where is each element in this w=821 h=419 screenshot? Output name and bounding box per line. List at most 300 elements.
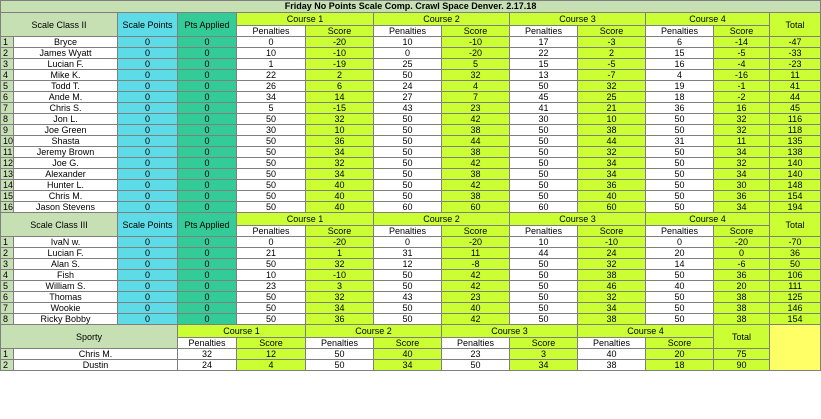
penalties-cell: 50 bbox=[237, 147, 306, 158]
score-cell: 38 bbox=[442, 125, 510, 136]
score-cell: 6 bbox=[306, 81, 374, 92]
score-cell: 2 bbox=[578, 48, 646, 59]
penalties-cell: 50 bbox=[374, 169, 442, 180]
score-cell: 36 bbox=[714, 191, 770, 202]
table-row bbox=[1, 180, 821, 191]
penalties-cell: 50 bbox=[374, 303, 442, 314]
penalties-cell: 30 bbox=[237, 125, 306, 136]
score-cell: 38 bbox=[442, 147, 510, 158]
rank-cell: 9 bbox=[1, 125, 14, 136]
penalties-cell: 50 bbox=[646, 114, 714, 125]
penalties-cell: 50 bbox=[646, 292, 714, 303]
scale-points-cell: 0 bbox=[118, 136, 178, 147]
pts-applied-cell: 0 bbox=[178, 281, 237, 292]
rank-cell: 10 bbox=[1, 136, 14, 147]
class-header-row bbox=[1, 213, 821, 226]
total-cell: 125 bbox=[770, 292, 821, 303]
score-cell: 32 bbox=[578, 292, 646, 303]
penalties-cell: 50 bbox=[510, 158, 578, 169]
score-cell: 36 bbox=[714, 270, 770, 281]
scale-points-cell: 0 bbox=[118, 158, 178, 169]
scale-points-cell: 0 bbox=[118, 270, 178, 281]
scale-points-cell: 0 bbox=[118, 314, 178, 325]
rank-cell: 1 bbox=[1, 37, 14, 48]
penalties-cell: 50 bbox=[237, 136, 306, 147]
pts-applied-cell: 0 bbox=[178, 169, 237, 180]
rank-cell: 14 bbox=[1, 180, 14, 191]
penalties-cell: 50 bbox=[237, 180, 306, 191]
score-cell: 14 bbox=[306, 92, 374, 103]
penalties-cell: 50 bbox=[374, 158, 442, 169]
penalties-cell: 12 bbox=[374, 259, 442, 270]
score-cell: 32 bbox=[306, 292, 374, 303]
penalties-header: Penalties bbox=[306, 338, 374, 349]
course-header: Course 4 bbox=[646, 213, 770, 226]
total-cell: 146 bbox=[770, 303, 821, 314]
penalties-cell: 50 bbox=[374, 136, 442, 147]
table-row bbox=[1, 59, 821, 70]
driver-name: James Wyatt bbox=[14, 48, 118, 59]
penalties-cell: 4 bbox=[646, 70, 714, 81]
penalties-cell: 22 bbox=[237, 70, 306, 81]
table-row bbox=[1, 259, 821, 270]
penalties-cell: 15 bbox=[510, 59, 578, 70]
score-cell: 44 bbox=[442, 136, 510, 147]
course-header: Course 1 bbox=[237, 213, 374, 226]
rank-cell: 5 bbox=[1, 81, 14, 92]
course-header: Course 1 bbox=[178, 325, 306, 338]
penalties-cell: 40 bbox=[578, 349, 646, 360]
score-cell: -15 bbox=[306, 103, 374, 114]
total-cell: 148 bbox=[770, 180, 821, 191]
penalties-cell: 50 bbox=[374, 314, 442, 325]
score-cell: 34 bbox=[714, 202, 770, 213]
table-row bbox=[1, 48, 821, 59]
score-cell: 25 bbox=[578, 92, 646, 103]
penalties-cell: 50 bbox=[646, 202, 714, 213]
score-cell: -3 bbox=[578, 37, 646, 48]
score-header: Score bbox=[578, 26, 646, 37]
rank-cell: 4 bbox=[1, 270, 14, 281]
scale-points-cell: 0 bbox=[118, 237, 178, 248]
rank-cell: 11 bbox=[1, 147, 14, 158]
penalties-cell: 31 bbox=[374, 248, 442, 259]
score-cell: 42 bbox=[442, 314, 510, 325]
sporty-header-row bbox=[1, 325, 821, 338]
driver-name: Chris M. bbox=[14, 191, 118, 202]
total-cell: 135 bbox=[770, 136, 821, 147]
penalties-cell: 10 bbox=[237, 48, 306, 59]
scale-points-cell: 0 bbox=[118, 292, 178, 303]
penalties-cell: 38 bbox=[578, 360, 646, 371]
score-cell: -20 bbox=[306, 37, 374, 48]
driver-name: Jason Stevens bbox=[14, 202, 118, 213]
penalties-cell: 50 bbox=[237, 114, 306, 125]
table-row bbox=[1, 270, 821, 281]
rank-cell: 8 bbox=[1, 114, 14, 125]
score-cell: -5 bbox=[578, 59, 646, 70]
score-cell: 10 bbox=[578, 114, 646, 125]
total-cell: 11 bbox=[770, 70, 821, 81]
score-header: Score bbox=[237, 338, 306, 349]
penalties-cell: 50 bbox=[646, 125, 714, 136]
penalties-cell: 18 bbox=[646, 92, 714, 103]
score-cell: 32 bbox=[578, 147, 646, 158]
score-cell: 32 bbox=[578, 81, 646, 92]
total-cell: 41 bbox=[770, 81, 821, 92]
penalties-cell: 50 bbox=[237, 259, 306, 270]
scale-points-cell: 0 bbox=[118, 81, 178, 92]
penalties-cell: 50 bbox=[374, 270, 442, 281]
driver-name: Todd T. bbox=[14, 81, 118, 92]
driver-name: Joe G. bbox=[14, 158, 118, 169]
table-row bbox=[1, 81, 821, 92]
driver-name: Ricky Bobby bbox=[14, 314, 118, 325]
class-name: Scale Class III bbox=[1, 213, 118, 237]
score-cell: 7 bbox=[442, 92, 510, 103]
table-row bbox=[1, 191, 821, 202]
score-cell: -16 bbox=[714, 70, 770, 81]
score-cell: 38 bbox=[578, 314, 646, 325]
penalties-cell: 0 bbox=[237, 237, 306, 248]
table-row bbox=[1, 314, 821, 325]
score-cell: 18 bbox=[646, 360, 714, 371]
penalties-cell: 10 bbox=[237, 270, 306, 281]
class-name: Scale Class II bbox=[1, 13, 118, 37]
score-cell: 20 bbox=[714, 281, 770, 292]
table-row bbox=[1, 169, 821, 180]
penalties-cell: 41 bbox=[510, 103, 578, 114]
score-cell: 42 bbox=[442, 114, 510, 125]
penalties-cell: 60 bbox=[374, 202, 442, 213]
score-cell: 38 bbox=[714, 314, 770, 325]
score-cell: -20 bbox=[714, 237, 770, 248]
penalties-cell: 50 bbox=[510, 270, 578, 281]
penalties-cell: 32 bbox=[178, 349, 237, 360]
score-cell: 40 bbox=[306, 191, 374, 202]
penalties-cell: 15 bbox=[646, 48, 714, 59]
penalties-cell: 30 bbox=[510, 114, 578, 125]
penalties-cell: 45 bbox=[510, 92, 578, 103]
score-cell: 34 bbox=[578, 303, 646, 314]
penalties-cell: 50 bbox=[510, 259, 578, 270]
score-header: Score bbox=[714, 26, 770, 37]
score-cell: 32 bbox=[306, 158, 374, 169]
penalties-cell: 50 bbox=[646, 303, 714, 314]
penalties-cell: 10 bbox=[510, 237, 578, 248]
score-cell: 40 bbox=[374, 349, 442, 360]
driver-name: Shasta bbox=[14, 136, 118, 147]
score-cell: -20 bbox=[306, 237, 374, 248]
penalties-cell: 43 bbox=[374, 103, 442, 114]
table-row bbox=[1, 303, 821, 314]
penalties-cell: 50 bbox=[237, 303, 306, 314]
score-cell: 36 bbox=[306, 314, 374, 325]
scale-points-cell: 0 bbox=[118, 70, 178, 81]
score-cell: -10 bbox=[442, 37, 510, 48]
driver-name: Chris S. bbox=[14, 103, 118, 114]
score-cell: 42 bbox=[442, 281, 510, 292]
score-cell: 34 bbox=[306, 169, 374, 180]
score-cell: 46 bbox=[578, 281, 646, 292]
penalties-cell: 14 bbox=[646, 259, 714, 270]
table-row bbox=[1, 349, 821, 360]
pts-applied-cell: 0 bbox=[178, 70, 237, 81]
table-row bbox=[1, 147, 821, 158]
rank-cell: 2 bbox=[1, 360, 14, 371]
total-cell: -70 bbox=[770, 237, 821, 248]
penalties-header: Penalties bbox=[374, 26, 442, 37]
score-cell: -5 bbox=[714, 48, 770, 59]
score-cell: 38 bbox=[714, 303, 770, 314]
pts-applied-cell: 0 bbox=[178, 103, 237, 114]
total-cell: 44 bbox=[770, 92, 821, 103]
score-header: Score bbox=[306, 26, 374, 37]
rank-cell: 7 bbox=[1, 303, 14, 314]
penalties-cell: 50 bbox=[442, 360, 510, 371]
penalties-cell: 25 bbox=[374, 59, 442, 70]
pts-applied-cell: 0 bbox=[178, 92, 237, 103]
driver-name: William S. bbox=[14, 281, 118, 292]
penalties-header: Penalties bbox=[646, 26, 714, 37]
rank-cell: 16 bbox=[1, 202, 14, 213]
score-cell: 5 bbox=[442, 59, 510, 70]
score-header: Score bbox=[442, 26, 510, 37]
penalties-cell: 0 bbox=[646, 237, 714, 248]
driver-name: Alan S. bbox=[14, 259, 118, 270]
penalties-cell: 20 bbox=[646, 248, 714, 259]
table-row bbox=[1, 158, 821, 169]
penalties-cell: 50 bbox=[510, 292, 578, 303]
penalties-cell: 44 bbox=[510, 248, 578, 259]
course-header: Course 2 bbox=[306, 325, 442, 338]
table-row bbox=[1, 92, 821, 103]
course-header: Course 2 bbox=[374, 213, 510, 226]
score-cell: 38 bbox=[442, 191, 510, 202]
penalties-cell: 50 bbox=[374, 191, 442, 202]
score-cell: 4 bbox=[442, 81, 510, 92]
scale-points-cell: 0 bbox=[118, 248, 178, 259]
score-cell: 42 bbox=[442, 180, 510, 191]
sheet-title: Friday No Points Scale Comp. Crawl Space Denver. 2.17.18 bbox=[1, 1, 821, 13]
scale-points-header: Scale Points bbox=[118, 213, 178, 237]
score-cell: 38 bbox=[578, 125, 646, 136]
penalties-cell: 50 bbox=[646, 169, 714, 180]
course-header: Course 4 bbox=[578, 325, 714, 338]
pts-applied-cell: 0 bbox=[178, 202, 237, 213]
penalties-header: Penalties bbox=[237, 26, 306, 37]
total-cell: -33 bbox=[770, 48, 821, 59]
score-cell: 4 bbox=[237, 360, 306, 371]
score-cell: -8 bbox=[442, 259, 510, 270]
score-header: Score bbox=[510, 338, 578, 349]
scale-points-cell: 0 bbox=[118, 37, 178, 48]
total-cell: -47 bbox=[770, 37, 821, 48]
penalties-cell: 50 bbox=[646, 314, 714, 325]
scale-points-cell: 0 bbox=[118, 48, 178, 59]
score-header: Score bbox=[442, 226, 510, 237]
total-cell: 111 bbox=[770, 281, 821, 292]
score-header: Score bbox=[306, 226, 374, 237]
total-cell: 116 bbox=[770, 114, 821, 125]
pts-applied-header: Pts Applied bbox=[178, 213, 237, 237]
pts-applied-cell: 0 bbox=[178, 314, 237, 325]
scale-points-cell: 0 bbox=[118, 92, 178, 103]
score-cell: -4 bbox=[714, 59, 770, 70]
penalties-cell: 13 bbox=[510, 70, 578, 81]
driver-name: Thomas bbox=[14, 292, 118, 303]
pts-applied-cell: 0 bbox=[178, 136, 237, 147]
driver-name: IvaN w. bbox=[14, 237, 118, 248]
class-header-row bbox=[1, 13, 821, 26]
rank-cell: 8 bbox=[1, 314, 14, 325]
penalties-header: Penalties bbox=[374, 226, 442, 237]
penalties-cell: 10 bbox=[374, 37, 442, 48]
score-cell: 32 bbox=[714, 125, 770, 136]
rank-cell: 2 bbox=[1, 248, 14, 259]
penalties-cell: 50 bbox=[510, 191, 578, 202]
penalties-cell: 50 bbox=[374, 70, 442, 81]
penalties-cell: 40 bbox=[646, 281, 714, 292]
penalties-cell: 43 bbox=[374, 292, 442, 303]
penalties-cell: 1 bbox=[237, 59, 306, 70]
driver-name: Chris M. bbox=[14, 349, 178, 360]
pts-applied-cell: 0 bbox=[178, 180, 237, 191]
pts-applied-cell: 0 bbox=[178, 81, 237, 92]
penalties-cell: 0 bbox=[237, 37, 306, 48]
total-cell: 194 bbox=[770, 202, 821, 213]
pts-applied-cell: 0 bbox=[178, 303, 237, 314]
driver-name: Bryce bbox=[14, 37, 118, 48]
table-row bbox=[1, 37, 821, 48]
pts-applied-cell: 0 bbox=[178, 248, 237, 259]
driver-name: Alexander bbox=[14, 169, 118, 180]
penalties-cell: 50 bbox=[374, 180, 442, 191]
total-cell: 140 bbox=[770, 158, 821, 169]
total-cell: 138 bbox=[770, 147, 821, 158]
penalties-cell: 6 bbox=[646, 37, 714, 48]
score-cell: -10 bbox=[306, 270, 374, 281]
score-cell: 16 bbox=[714, 103, 770, 114]
scale-points-header: Scale Points bbox=[118, 13, 178, 37]
pts-applied-cell: 0 bbox=[178, 237, 237, 248]
score-cell: 42 bbox=[442, 270, 510, 281]
penalties-header: Penalties bbox=[237, 226, 306, 237]
rank-cell: 5 bbox=[1, 281, 14, 292]
scale-points-cell: 0 bbox=[118, 103, 178, 114]
penalties-cell: 50 bbox=[510, 136, 578, 147]
penalties-header: Penalties bbox=[510, 226, 578, 237]
score-header: Score bbox=[714, 226, 770, 237]
score-cell: 2 bbox=[306, 70, 374, 81]
rank-cell: 6 bbox=[1, 92, 14, 103]
score-cell: 44 bbox=[578, 136, 646, 147]
score-cell: -19 bbox=[306, 59, 374, 70]
pts-applied-cell: 0 bbox=[178, 270, 237, 281]
driver-name: Fish bbox=[14, 270, 118, 281]
score-cell: 32 bbox=[714, 114, 770, 125]
score-cell: 38 bbox=[714, 292, 770, 303]
total-cell: 154 bbox=[770, 191, 821, 202]
penalties-cell: 50 bbox=[646, 191, 714, 202]
pts-applied-cell: 0 bbox=[178, 147, 237, 158]
scale-points-cell: 0 bbox=[118, 169, 178, 180]
penalties-cell: 50 bbox=[306, 360, 374, 371]
score-cell: 40 bbox=[442, 303, 510, 314]
pts-applied-cell: 0 bbox=[178, 158, 237, 169]
scale-points-cell: 0 bbox=[118, 147, 178, 158]
score-cell: -1 bbox=[714, 81, 770, 92]
penalties-cell: 24 bbox=[374, 81, 442, 92]
penalties-cell: 50 bbox=[510, 303, 578, 314]
total-cell: 75 bbox=[714, 349, 770, 360]
penalties-cell: 50 bbox=[510, 81, 578, 92]
score-cell: 38 bbox=[442, 169, 510, 180]
rank-cell: 13 bbox=[1, 169, 14, 180]
pts-applied-header: Pts Applied bbox=[178, 13, 237, 37]
score-header: Score bbox=[578, 226, 646, 237]
penalties-cell: 34 bbox=[237, 92, 306, 103]
driver-name: Jeremy Brown bbox=[14, 147, 118, 158]
penalties-cell: 17 bbox=[510, 37, 578, 48]
penalties-cell: 26 bbox=[237, 81, 306, 92]
blank-cell bbox=[770, 325, 821, 371]
score-cell: 36 bbox=[578, 180, 646, 191]
score-header: Score bbox=[646, 338, 714, 349]
course-header: Course 3 bbox=[442, 325, 578, 338]
penalties-header: Penalties bbox=[578, 338, 646, 349]
score-cell: 32 bbox=[306, 259, 374, 270]
scale-points-cell: 0 bbox=[118, 259, 178, 270]
rank-cell: 7 bbox=[1, 103, 14, 114]
table-row bbox=[1, 114, 821, 125]
total-header: Total bbox=[770, 213, 821, 237]
rank-cell: 6 bbox=[1, 292, 14, 303]
scale-points-cell: 0 bbox=[118, 303, 178, 314]
score-cell: 30 bbox=[714, 180, 770, 191]
table-row bbox=[1, 202, 821, 213]
table-row bbox=[1, 237, 821, 248]
score-cell: -20 bbox=[442, 48, 510, 59]
penalties-cell: 23 bbox=[237, 281, 306, 292]
total-cell: 118 bbox=[770, 125, 821, 136]
score-cell: 0 bbox=[714, 248, 770, 259]
table-row bbox=[1, 248, 821, 259]
penalties-header: Penalties bbox=[510, 26, 578, 37]
rank-cell: 4 bbox=[1, 70, 14, 81]
score-cell: 60 bbox=[442, 202, 510, 213]
score-cell: 34 bbox=[578, 169, 646, 180]
pts-applied-cell: 0 bbox=[178, 292, 237, 303]
driver-name: Lucian F. bbox=[14, 59, 118, 70]
driver-name: Dustin bbox=[14, 360, 178, 371]
driver-name: Lucian F. bbox=[14, 248, 118, 259]
penalties-cell: 50 bbox=[646, 158, 714, 169]
pts-applied-cell: 0 bbox=[178, 59, 237, 70]
score-cell: 23 bbox=[442, 103, 510, 114]
penalties-cell: 27 bbox=[374, 92, 442, 103]
total-cell: 50 bbox=[770, 259, 821, 270]
penalties-cell: 50 bbox=[510, 314, 578, 325]
score-cell: 21 bbox=[578, 103, 646, 114]
rank-cell: 3 bbox=[1, 259, 14, 270]
total-cell: 106 bbox=[770, 270, 821, 281]
penalties-cell: 50 bbox=[646, 180, 714, 191]
score-cell: 3 bbox=[510, 349, 578, 360]
total-cell: 140 bbox=[770, 169, 821, 180]
penalties-cell: 50 bbox=[374, 281, 442, 292]
class-name: Sporty bbox=[1, 325, 178, 349]
